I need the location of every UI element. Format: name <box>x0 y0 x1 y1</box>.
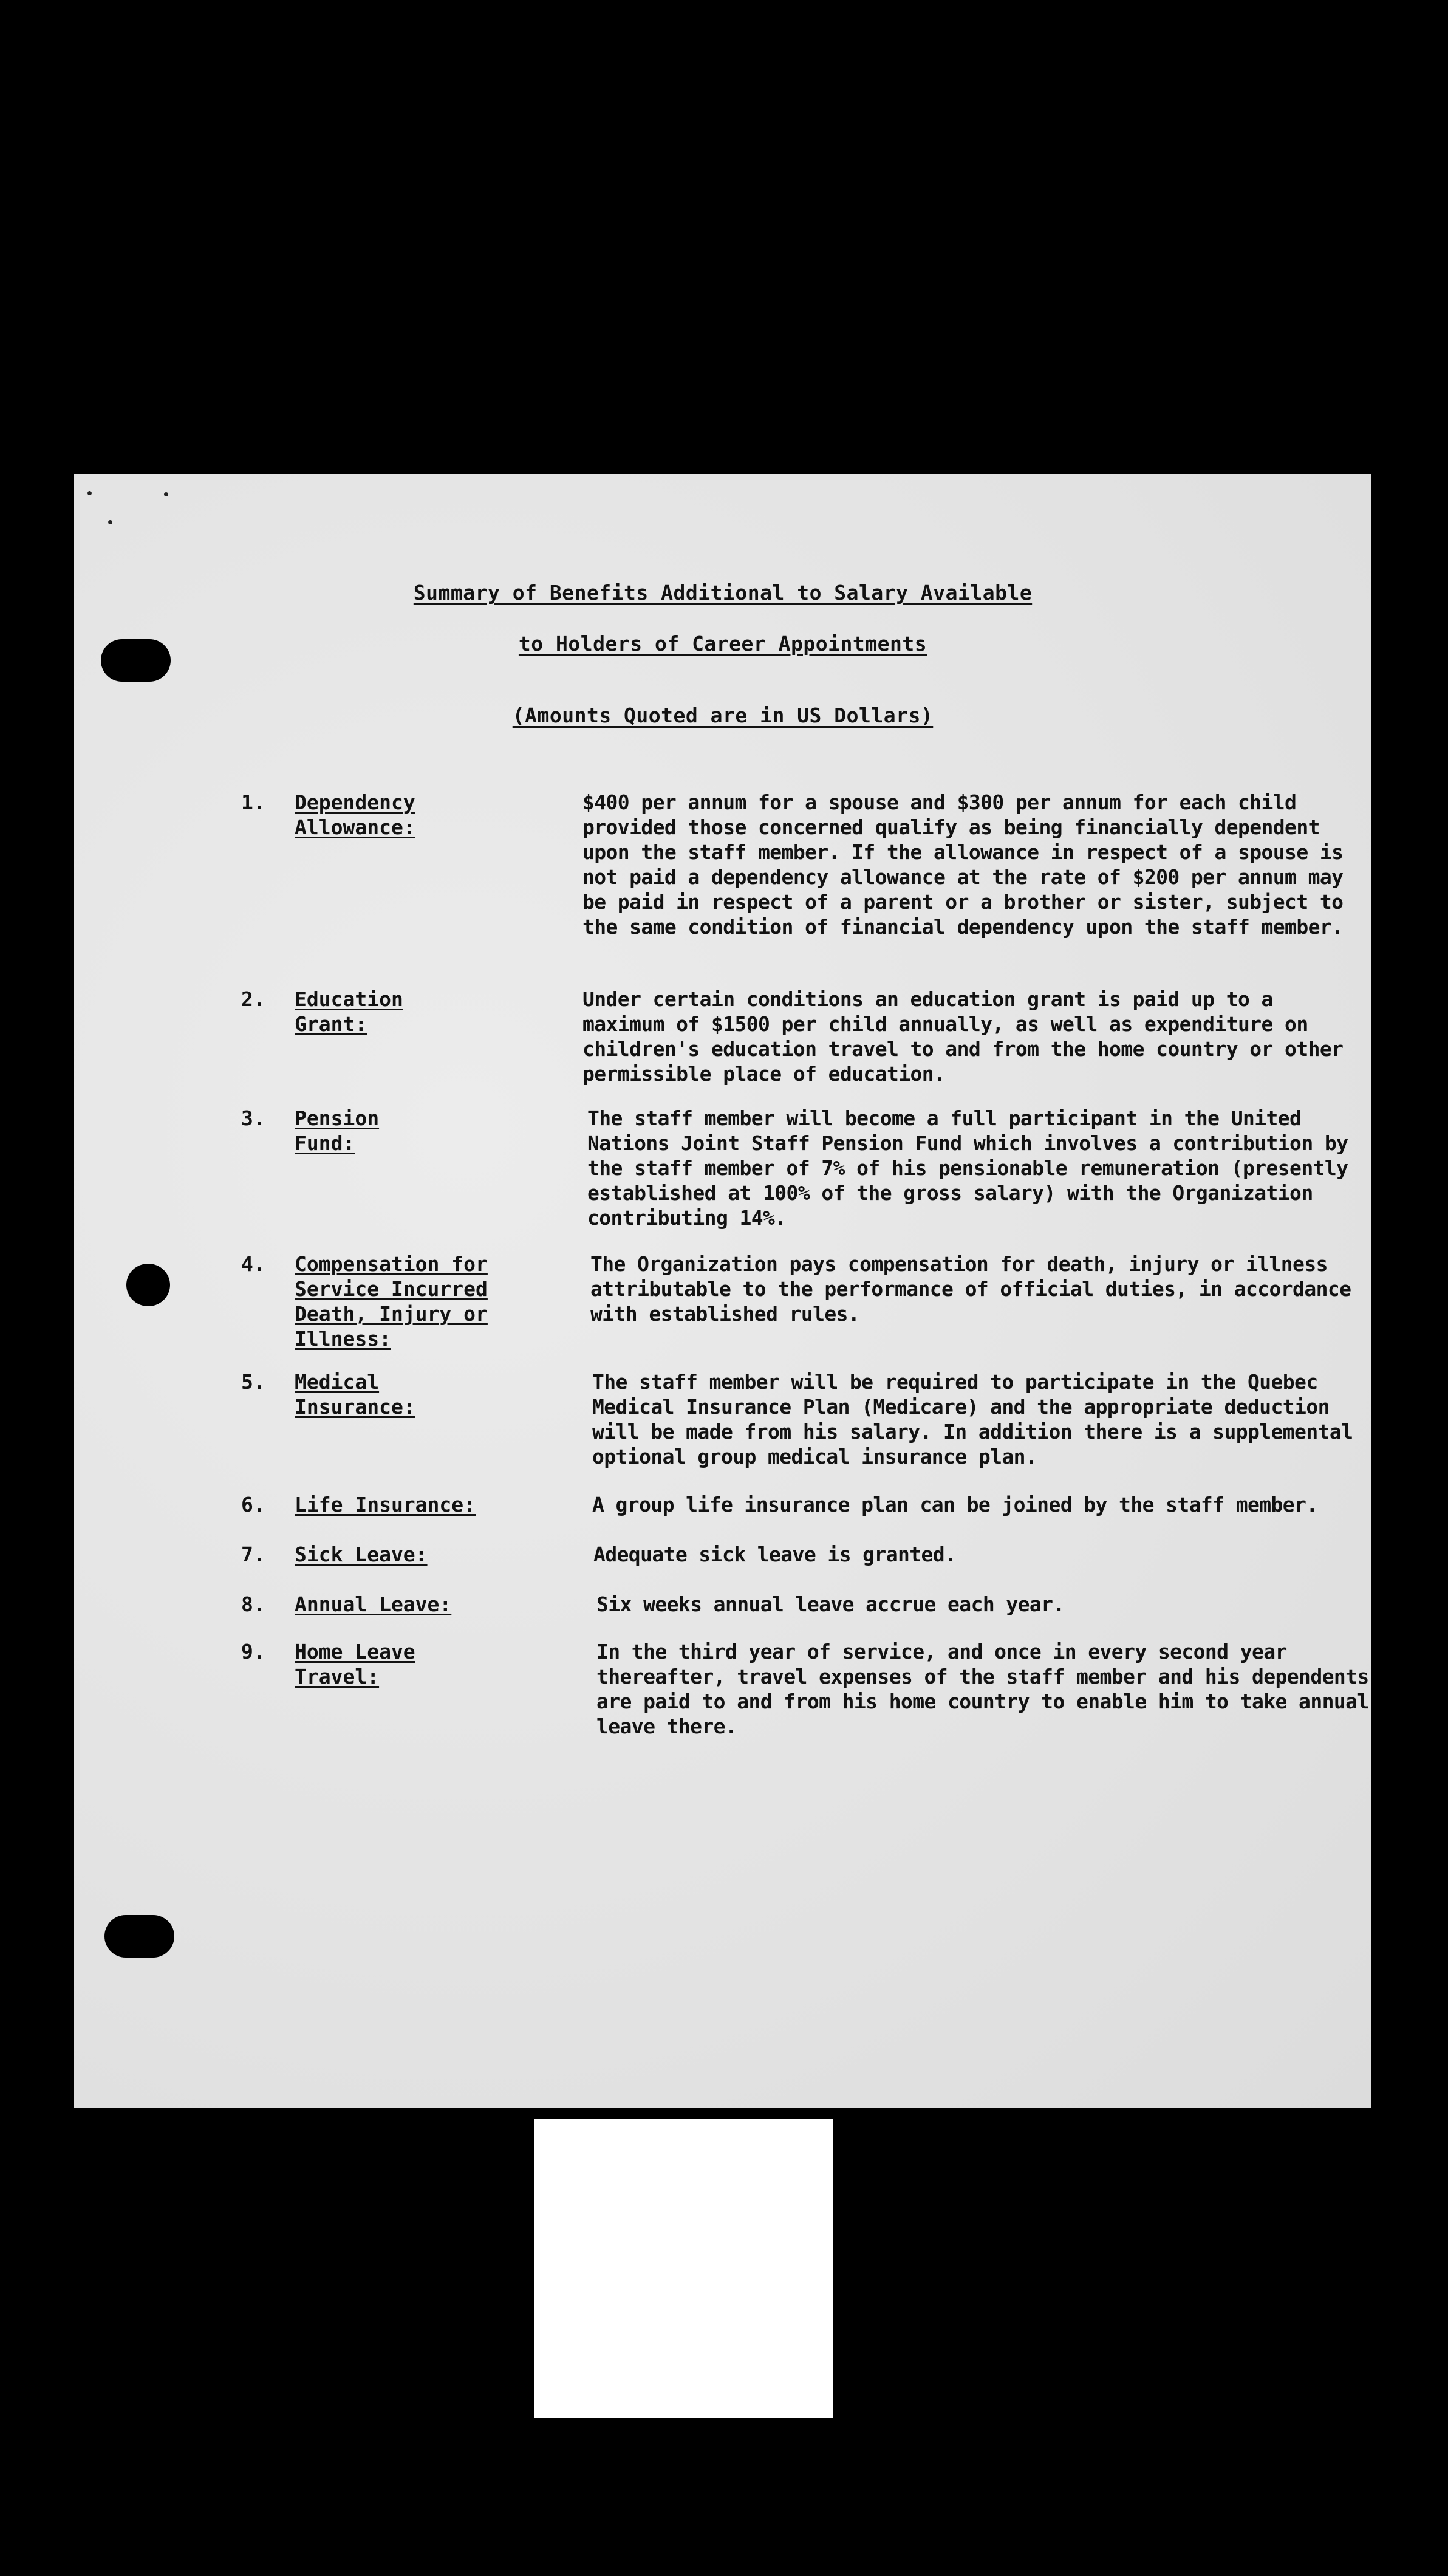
item-number: 1. <box>241 790 265 814</box>
item-label: Life Insurance: <box>295 1493 476 1516</box>
item-description: Six weeks annual leave accrue each year. <box>596 1592 1065 1616</box>
item-label: Education Grant: <box>295 987 403 1036</box>
document-page <box>74 474 1371 2108</box>
item-description: Adequate sick leave is granted. <box>593 1543 957 1566</box>
item-description: In the third year of service, and once in every second year thereafter, travel expenses of the staff member and his dependents are paid to and from his home country to enable him to take annual leave there. <box>596 1640 1369 1738</box>
item-description: The staff member will be required to participate in the Quebec Medical Insurance Plan (Medicare) and the appropriate deduction will be made from his salary. In addition there is a supplemental optional group medical insurance plan. <box>592 1370 1353 1468</box>
paper-speck <box>108 520 112 524</box>
item-number: 3. <box>241 1106 265 1130</box>
item-label: Dependency Allowance: <box>295 790 415 839</box>
item-label: Annual Leave: <box>295 1592 452 1616</box>
item-label: Sick Leave: <box>295 1543 428 1566</box>
item-label: Home Leave Travel: <box>295 1640 415 1688</box>
item-description: A group life insurance plan can be joined by the staff member. <box>592 1493 1318 1516</box>
item-description: The Organization pays compensation for death, injury or illness attributable to the performance of official duties, in accordance with established rules. <box>590 1252 1351 1326</box>
item-number: 6. <box>241 1493 265 1516</box>
item-number: 8. <box>241 1592 265 1616</box>
document-title-line-2: to Holders of Career Appointments <box>518 632 927 656</box>
item-label: Compensation for Service Incurred Death, Injury or Illness: <box>295 1252 488 1351</box>
item-description: Under certain conditions an education grant is paid up to a maximum of $1500 per child annually, as well as expenditure on children's education travel to and from the home country or other permissible place of education. <box>582 987 1344 1086</box>
item-label: Medical Insurance: <box>295 1370 415 1419</box>
item-label: Pension Fund: <box>295 1106 380 1155</box>
document-title-line-1: Summary of Benefits Additional to Salary Available <box>413 581 1033 605</box>
item-number: 4. <box>241 1252 265 1276</box>
item-description: The staff member will become a full participant in the United Nations Joint Staff Pension Fund which involves a contribution by the staff member of 7% of his pensionable remuneration (presently established at 100% of the gross salary) with the Organization contributing 14%. <box>587 1106 1348 1230</box>
item-number: 2. <box>241 987 265 1011</box>
punch-hole-middle <box>126 1264 170 1306</box>
punch-hole-bottom <box>104 1915 174 1958</box>
item-number: 5. <box>241 1370 265 1394</box>
blank-white-card <box>534 2119 833 2418</box>
paper-speck <box>164 492 168 496</box>
item-number: 7. <box>241 1543 265 1566</box>
document-subtitle: (Amounts Quoted are in US Dollars) <box>512 704 934 727</box>
item-number: 9. <box>241 1640 265 1663</box>
item-description: $400 per annum for a spouse and $300 per annum for each child provided those concerned qualify as being financially dependent upon the staff member. If the allowance in respect of a spouse is not paid a dependency allowance at the rate of $200 per annum may be paid in respect of a parent or a brother or sister, subject to the same condition of financial dependency upon the staff member. <box>582 790 1344 939</box>
paper-speck <box>87 491 92 495</box>
